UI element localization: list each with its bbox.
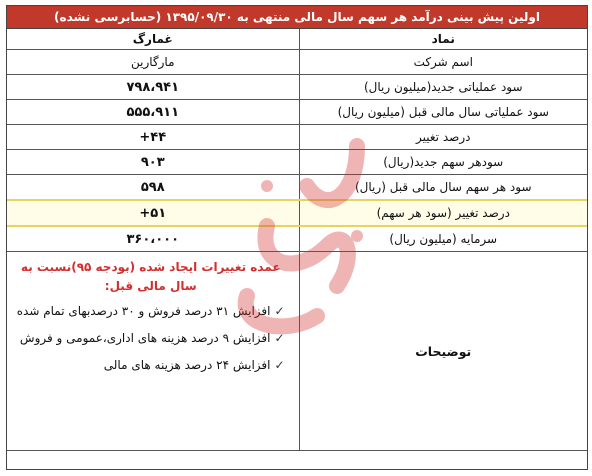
table-row bbox=[7, 75, 587, 100]
row-value: ۳۶۰،۰۰۰ bbox=[7, 226, 299, 252]
table-row bbox=[7, 175, 587, 201]
row-value: مارگارین bbox=[7, 50, 299, 75]
table-row bbox=[7, 50, 587, 75]
header-row bbox=[7, 29, 587, 50]
notes-label: توضیحات bbox=[299, 252, 587, 451]
row-value: ۵۵۵،۹۱۱ bbox=[7, 100, 299, 125]
table-row bbox=[7, 150, 587, 175]
notes-row bbox=[7, 252, 587, 451]
eps-table bbox=[7, 29, 587, 451]
row-label: سرمایه (میلیون ریال) bbox=[299, 226, 587, 252]
row-value: ۴۴+ bbox=[7, 125, 299, 150]
table-row bbox=[7, 125, 587, 150]
row-label: درصد تغییر bbox=[299, 125, 587, 150]
eps-forecast-sheet bbox=[6, 5, 588, 470]
checkmark-icon: ✓ bbox=[274, 304, 285, 318]
list-item-text: افزایش ۹ درصد هزینه های اداری،عمومی و فروش bbox=[19, 331, 271, 345]
sheet-title: اولین پیش بینی درآمد هر سهم سال مالی منتهی به ۱۳۹۵/۰۹/۳۰ (حسابرسی نشده) bbox=[7, 6, 587, 29]
row-value: ۵۹۸ bbox=[7, 175, 299, 201]
row-label: اسم شرکت bbox=[299, 50, 587, 75]
row-label: سود هر سهم سال مالی قبل (ریال) bbox=[299, 175, 587, 201]
list-item-text: افزایش ۳۱ درصد فروش و ۳۰ درصدبهای تمام شده bbox=[16, 304, 271, 318]
header-value: غمارگ bbox=[7, 29, 299, 50]
list-item bbox=[13, 329, 289, 348]
notes-cell bbox=[7, 252, 299, 451]
row-value: ۷۹۸،۹۴۱ bbox=[7, 75, 299, 100]
row-label: سود عملیاتی جدید(میلیون ریال) bbox=[299, 75, 587, 100]
row-label: سود عملیاتی سال مالی قبل (میلیون ریال) bbox=[299, 100, 587, 125]
list-item-text: افزایش ۲۴ درصد هزینه های مالی bbox=[103, 358, 271, 372]
table-row bbox=[7, 100, 587, 125]
header-label: نماد bbox=[299, 29, 587, 50]
notes-heading: عمده تغییرات ایجاد شده (بودجه ۹۵)نسبت به سال مالی قبل: bbox=[20, 260, 281, 293]
row-value: ۵۱+ bbox=[7, 200, 299, 226]
list-item bbox=[13, 356, 289, 375]
row-label: سودهر سهم جدید(ریال) bbox=[299, 150, 587, 175]
table-row-highlighted bbox=[7, 200, 587, 226]
checkmark-icon: ✓ bbox=[274, 331, 285, 345]
table-row bbox=[7, 226, 587, 252]
row-label: درصد تغییر (سود هر سهم) bbox=[299, 200, 587, 226]
row-value: ۹۰۳ bbox=[7, 150, 299, 175]
list-item bbox=[13, 302, 289, 321]
checkmark-icon: ✓ bbox=[274, 358, 285, 372]
